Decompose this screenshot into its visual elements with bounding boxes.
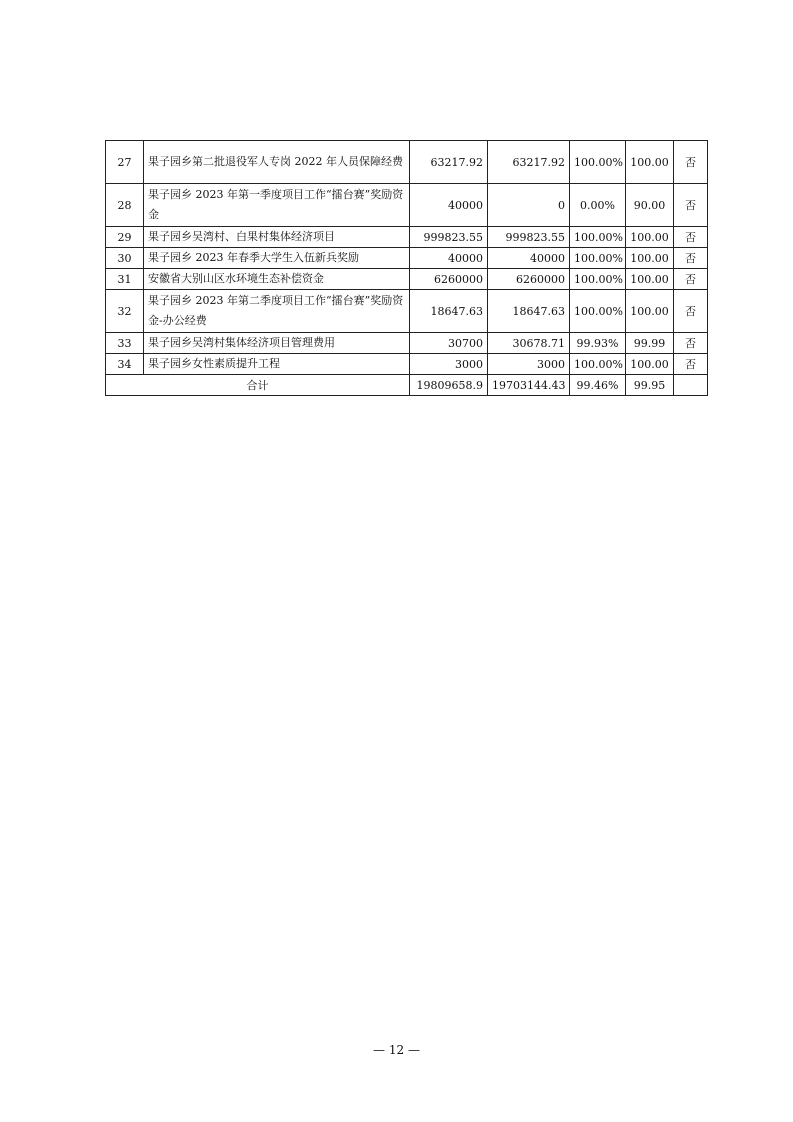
table-row bbox=[106, 141, 708, 184]
total-label: 合计 bbox=[106, 375, 410, 396]
project-name: 果子园乡吴湾村、白果村集体经济项目 bbox=[144, 227, 410, 248]
row-number: 31 bbox=[106, 269, 144, 290]
execution-rate: 100.00% bbox=[570, 141, 626, 184]
table-row bbox=[106, 227, 708, 248]
spent-amount: 63217.92 bbox=[488, 141, 570, 184]
total-flag bbox=[674, 375, 708, 396]
execution-rate: 100.00% bbox=[570, 248, 626, 269]
budget-amount: 18647.63 bbox=[410, 290, 488, 333]
execution-rate: 0.00% bbox=[570, 184, 626, 227]
score: 100.00 bbox=[626, 354, 674, 375]
total-row bbox=[106, 375, 708, 396]
spent-amount: 0 bbox=[488, 184, 570, 227]
project-performance-table bbox=[105, 140, 708, 396]
spent-amount: 3000 bbox=[488, 354, 570, 375]
budget-amount: 63217.92 bbox=[410, 141, 488, 184]
row-number: 32 bbox=[106, 290, 144, 333]
score: 100.00 bbox=[626, 248, 674, 269]
project-name: 果子园乡 2023 年第一季度项目工作“擂台赛”奖励资金 bbox=[144, 184, 410, 227]
table-row bbox=[106, 354, 708, 375]
row-number: 28 bbox=[106, 184, 144, 227]
project-name: 果子园乡第二批退役军人专岗 2022 年人员保障经费 bbox=[144, 141, 410, 184]
row-number: 30 bbox=[106, 248, 144, 269]
spent-amount: 6260000 bbox=[488, 269, 570, 290]
project-name: 安徽省大别山区水环境生态补偿资金 bbox=[144, 269, 410, 290]
score: 100.00 bbox=[626, 227, 674, 248]
row-number: 34 bbox=[106, 354, 144, 375]
score: 100.00 bbox=[626, 290, 674, 333]
flag: 否 bbox=[674, 354, 708, 375]
page-number: — 12 — bbox=[373, 1043, 420, 1057]
total-score: 99.95 bbox=[626, 375, 674, 396]
table-row bbox=[106, 248, 708, 269]
budget-amount: 30700 bbox=[410, 333, 488, 354]
budget-amount: 6260000 bbox=[410, 269, 488, 290]
execution-rate: 100.00% bbox=[570, 269, 626, 290]
table-row bbox=[106, 184, 708, 227]
execution-rate: 100.00% bbox=[570, 227, 626, 248]
row-number: 33 bbox=[106, 333, 144, 354]
spent-amount: 18647.63 bbox=[488, 290, 570, 333]
score: 99.99 bbox=[626, 333, 674, 354]
execution-rate: 100.00% bbox=[570, 354, 626, 375]
score: 100.00 bbox=[626, 141, 674, 184]
budget-amount: 40000 bbox=[410, 184, 488, 227]
project-name: 果子园乡吴湾村集体经济项目管理费用 bbox=[144, 333, 410, 354]
budget-amount: 999823.55 bbox=[410, 227, 488, 248]
flag: 否 bbox=[674, 141, 708, 184]
spent-amount: 40000 bbox=[488, 248, 570, 269]
table-row bbox=[106, 290, 708, 333]
project-name: 果子园乡 2023 年第二季度项目工作“擂台赛”奖励资金-办公经费 bbox=[144, 290, 410, 333]
flag: 否 bbox=[674, 290, 708, 333]
row-number: 29 bbox=[106, 227, 144, 248]
budget-amount: 40000 bbox=[410, 248, 488, 269]
execution-rate: 100.00% bbox=[570, 290, 626, 333]
execution-rate: 99.93% bbox=[570, 333, 626, 354]
flag: 否 bbox=[674, 248, 708, 269]
row-number: 27 bbox=[106, 141, 144, 184]
total-spent: 19703144.43 bbox=[488, 375, 570, 396]
score: 90.00 bbox=[626, 184, 674, 227]
flag: 否 bbox=[674, 333, 708, 354]
spent-amount: 30678.71 bbox=[488, 333, 570, 354]
total-budget: 19809658.9 bbox=[410, 375, 488, 396]
flag: 否 bbox=[674, 269, 708, 290]
spent-amount: 999823.55 bbox=[488, 227, 570, 248]
flag: 否 bbox=[674, 184, 708, 227]
score: 100.00 bbox=[626, 269, 674, 290]
budget-amount: 3000 bbox=[410, 354, 488, 375]
project-name: 果子园乡女性素质提升工程 bbox=[144, 354, 410, 375]
table-row bbox=[106, 269, 708, 290]
total-execution-rate: 99.46% bbox=[570, 375, 626, 396]
flag: 否 bbox=[674, 227, 708, 248]
project-name: 果子园乡 2023 年春季大学生入伍新兵奖励 bbox=[144, 248, 410, 269]
table-row bbox=[106, 333, 708, 354]
